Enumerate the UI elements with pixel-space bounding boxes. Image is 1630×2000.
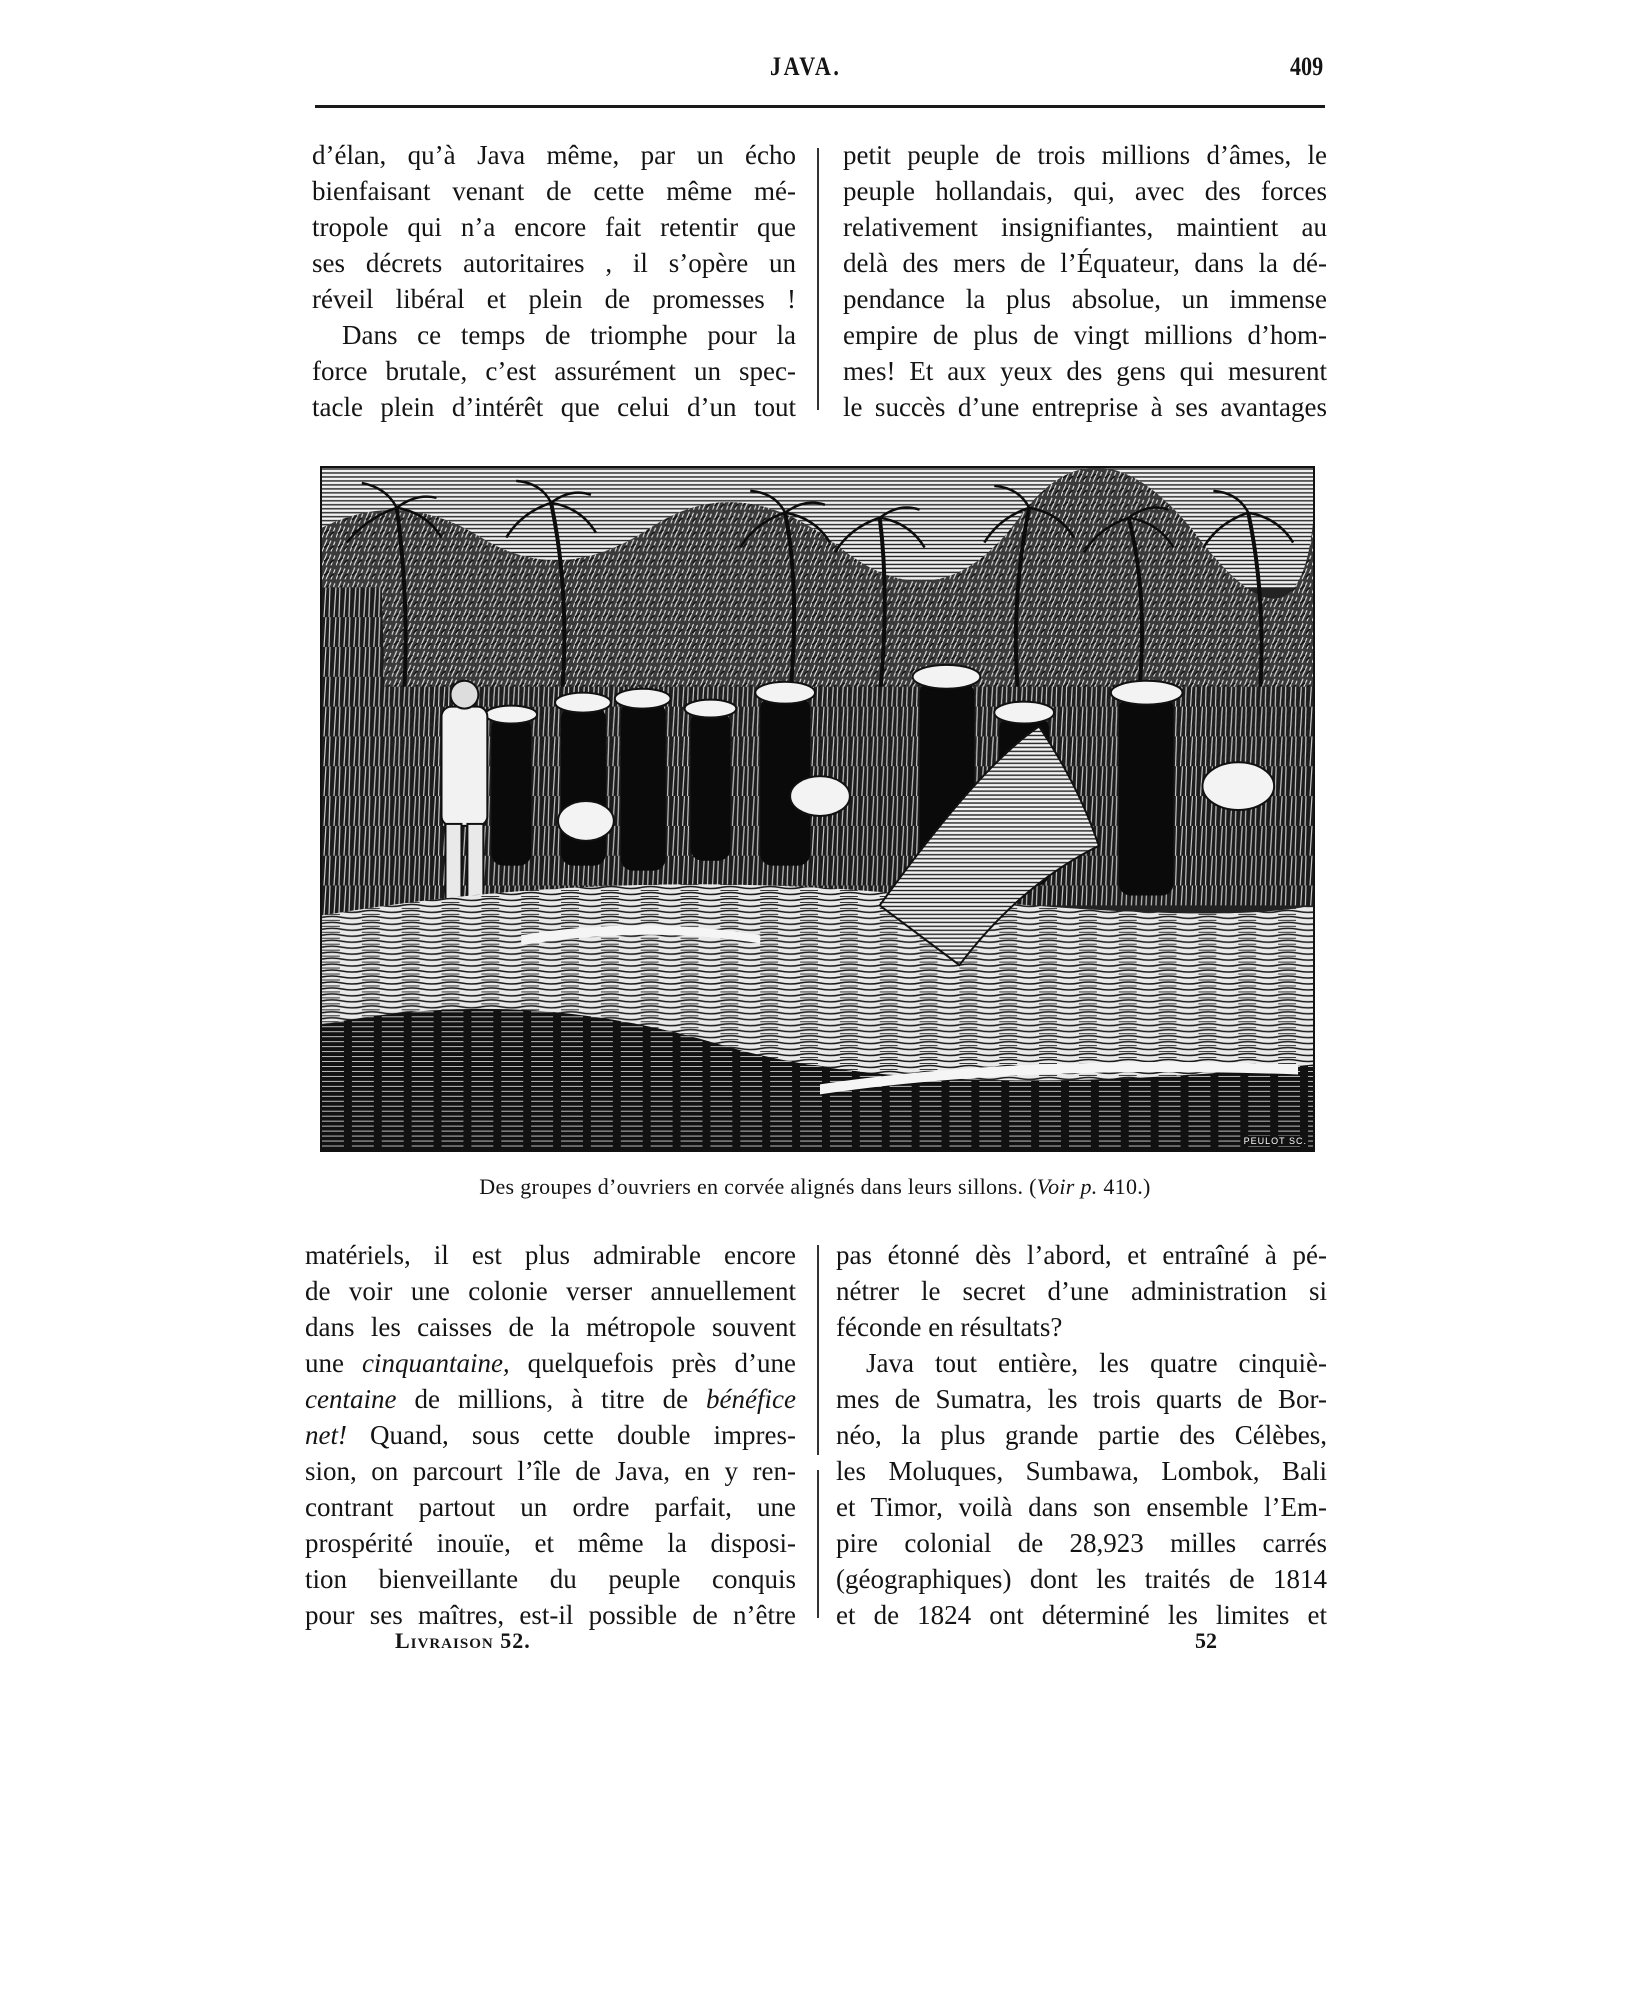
text-line: (géographiques) dont les traités de 1814 xyxy=(836,1564,1327,1594)
text-line: mes de Sumatra, les trois quarts de Bor- xyxy=(836,1384,1327,1414)
left-cane xyxy=(322,587,392,935)
bottom-right-column xyxy=(836,1237,1327,1633)
text-line: les Moluques, Sumbawa, Lombok, Bali xyxy=(836,1456,1327,1486)
engraver-signature: PEULOT SC. xyxy=(1243,1136,1307,1146)
text-line: ses décrets autoritaires , il s’opère un xyxy=(312,248,796,278)
text-line xyxy=(305,1453,796,1489)
text-line: Java tout entière, les quatre cinquiè- xyxy=(866,1348,1327,1378)
text-line: d’élan, qu’à Java même, par un écho xyxy=(312,140,796,170)
text-run: sion, on parcourt l’île de Java, en y ren- xyxy=(305,1456,796,1486)
text-line: empire de plus de vingt millions d’hom- xyxy=(843,320,1327,350)
bottom-left-column xyxy=(305,1237,796,1633)
caption-text: Des groupes d’ouvriers en corvée alignés dans leurs sillons. xyxy=(479,1174,1024,1199)
livraison-signature: Livraison 52. xyxy=(395,1628,531,1653)
text-line: féconde en résultats? xyxy=(836,1312,1063,1342)
engraving-artwork xyxy=(322,468,1313,1150)
italic-run: net! xyxy=(305,1420,347,1450)
running-title: JAVA. xyxy=(770,52,842,81)
top-right-column xyxy=(843,137,1327,425)
text-line xyxy=(305,1345,796,1381)
text-line: et Timor, voilà dans son ensemble l’Em- xyxy=(836,1492,1327,1522)
text-line: peuple hollandais, qui, avec des forces xyxy=(843,176,1327,206)
text-line xyxy=(305,1417,796,1453)
running-head xyxy=(0,52,1630,92)
text-run: Quand, sous cette double impres- xyxy=(346,1420,796,1450)
text-line: nétrer le secret d’une administration si xyxy=(836,1276,1327,1306)
text-run: tion bienveillante du peuple conquis xyxy=(305,1564,796,1594)
italic-run: centaine xyxy=(305,1384,397,1414)
caption-ref-open: ( xyxy=(1029,1174,1037,1199)
italic-run: bénéfice xyxy=(706,1384,796,1414)
text-run: quelquefois près d’une xyxy=(509,1348,796,1378)
text-line: et de 1824 ont déterminé les limites et xyxy=(836,1600,1327,1630)
gathering-signature: 52 xyxy=(1195,1628,1217,1653)
top-left-column xyxy=(312,137,796,425)
text-run: matériels, il est plus admirable encore xyxy=(305,1240,796,1270)
header-rule xyxy=(315,105,1325,108)
text-run: pour ses maîtres, est-il possible de n’être xyxy=(305,1600,796,1630)
figure-caption xyxy=(0,1174,1630,1200)
caption-ref-voir: Voir p. xyxy=(1036,1174,1098,1199)
text-line xyxy=(305,1525,796,1561)
text-line xyxy=(305,1309,796,1345)
text-line: néo, la plus grande partie des Célèbes, xyxy=(836,1420,1327,1450)
text-run: prospérité inouïe, et même la disposi- xyxy=(305,1528,796,1558)
text-line: pendance la plus absolue, un immense xyxy=(843,284,1327,314)
text-line: petit peuple de trois millions d’âmes, le xyxy=(843,140,1327,170)
page-number: 409 xyxy=(1290,52,1324,81)
text-run: une xyxy=(305,1348,362,1378)
engraving-illustration xyxy=(320,466,1315,1152)
text-line: tropole qui n’a encore fait retentir que xyxy=(312,212,796,242)
text-line: pire colonial de 28,923 milles carrés xyxy=(836,1528,1327,1558)
text-run: dans les caisses de la métropole souvent xyxy=(305,1312,796,1342)
column-divider xyxy=(817,148,819,410)
text-run: de voir une colonie verser annuellement xyxy=(305,1276,796,1306)
text-line: le succès d’une entreprise à ses avantages xyxy=(843,392,1327,422)
text-line: delà des mers de l’Équateur, dans la dé- xyxy=(843,248,1327,278)
text-line: bienfaisant venant de cette même mé- xyxy=(312,176,796,206)
text-line: relativement insignifiantes, maintient au xyxy=(843,212,1327,242)
text-line: pas étonné dès l’abord, et entraîné à pé- xyxy=(836,1240,1327,1270)
text-line xyxy=(305,1237,796,1273)
text-line xyxy=(305,1597,796,1633)
text-line: tacle plein d’intérêt que celui d’un tout xyxy=(312,392,796,422)
text-line xyxy=(305,1489,796,1525)
text-line: Dans ce temps de triomphe pour la xyxy=(342,320,796,350)
text-line xyxy=(305,1561,796,1597)
column-divider xyxy=(817,1470,819,1618)
text-line: mes! Et aux yeux des gens qui mesurent xyxy=(843,356,1327,386)
text-run: contrant partout un ordre parfait, une xyxy=(305,1492,796,1522)
caption-ref-page: 410.) xyxy=(1097,1174,1151,1199)
italic-run: cinquantaine, xyxy=(361,1348,510,1378)
text-line: réveil libéral et plein de promesses ! xyxy=(312,284,796,314)
column-divider xyxy=(817,1245,819,1455)
text-line: force brutale, c’est assurément un spec- xyxy=(312,356,796,386)
text-line xyxy=(305,1381,796,1417)
text-run: de millions, à titre de xyxy=(396,1384,707,1414)
text-line xyxy=(305,1273,796,1309)
